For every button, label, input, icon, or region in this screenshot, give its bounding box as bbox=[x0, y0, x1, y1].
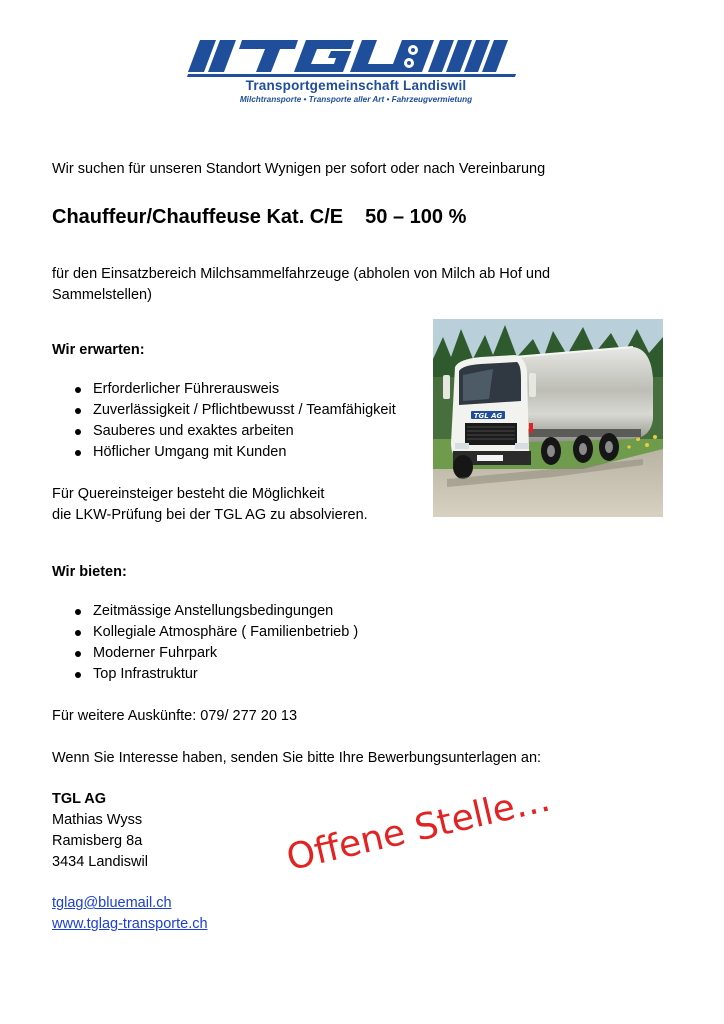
contact-person: Mathias Wyss bbox=[52, 812, 143, 828]
job-title bbox=[52, 206, 466, 229]
company-logo bbox=[186, 36, 520, 108]
offer-heading: Wir bieten: bbox=[52, 564, 127, 580]
list-item: Erforderlicher Führerausweis bbox=[52, 379, 396, 400]
offer-list bbox=[52, 601, 358, 685]
application-instruction: Wenn Sie Interesse haben, senden Sie bitte Ihre Bewerbungsunterlagen an: bbox=[52, 750, 542, 766]
contact-phone-text: Für weitere Auskünfte: 079/ 277 20 13 bbox=[52, 708, 298, 724]
list-item: Zuverlässigkeit / Pflichtbewusst / Teamfähigkeit bbox=[52, 400, 396, 421]
list-item: Sauberes und exaktes arbeiten bbox=[52, 421, 396, 442]
address-block bbox=[52, 810, 148, 873]
contact-links bbox=[52, 893, 208, 935]
open-position-stamp: Offene Stelle… bbox=[282, 778, 555, 879]
intro-text: Wir suchen für unseren Standort Wynigen per sofort oder nach Vereinbarung bbox=[52, 161, 546, 177]
cab-logo-text: TGL AG bbox=[473, 412, 503, 420]
milk-truck-image bbox=[433, 319, 663, 517]
truck-photo bbox=[433, 319, 663, 517]
logo-subtitle: Transportgemeinschaft Landiswil bbox=[245, 78, 467, 93]
list-item: Top Infrastruktur bbox=[52, 664, 358, 685]
email-link[interactable]: tglag@bluemail.ch bbox=[52, 895, 172, 911]
job-description: für den Einsatzbereich Milchsammelfahrzeuge (abholen von Milch ab Hof und Sammelstellen) bbox=[52, 266, 551, 303]
quereinsteiger-line-2: die LKW-Prüfung bei der TGL AG zu absolvieren. bbox=[52, 507, 368, 523]
address-city: 3434 Landiswil bbox=[52, 854, 148, 870]
company-name: TGL AG bbox=[52, 791, 106, 807]
quereinsteiger-text bbox=[52, 484, 368, 526]
list-item: Zeitmässige Anstellungsbedingungen bbox=[52, 601, 358, 622]
address-street: Ramisberg 8a bbox=[52, 833, 143, 849]
expect-list bbox=[52, 379, 396, 463]
list-item: Moderner Fuhrpark bbox=[52, 643, 358, 664]
job-percentage: 50 – 100 % bbox=[365, 206, 467, 228]
expect-heading: Wir erwarten: bbox=[52, 342, 145, 358]
list-item: Höflicher Umgang mit Kunden bbox=[52, 442, 396, 463]
tgl-logo-mark bbox=[186, 36, 520, 80]
list-item: Kollegiale Atmosphäre ( Familienbetrieb ) bbox=[52, 622, 358, 643]
website-link[interactable]: www.tglag-transporte.ch bbox=[52, 916, 208, 932]
quereinsteiger-line-1: Für Quereinsteiger besteht die Möglichkeit bbox=[52, 486, 325, 502]
logo-tagline: Milchtransporte • Transporte aller Art • Fahrzeugvermietung bbox=[239, 95, 473, 104]
job-title-label: Chauffeur/Chauffeuse Kat. C/E bbox=[52, 206, 344, 228]
